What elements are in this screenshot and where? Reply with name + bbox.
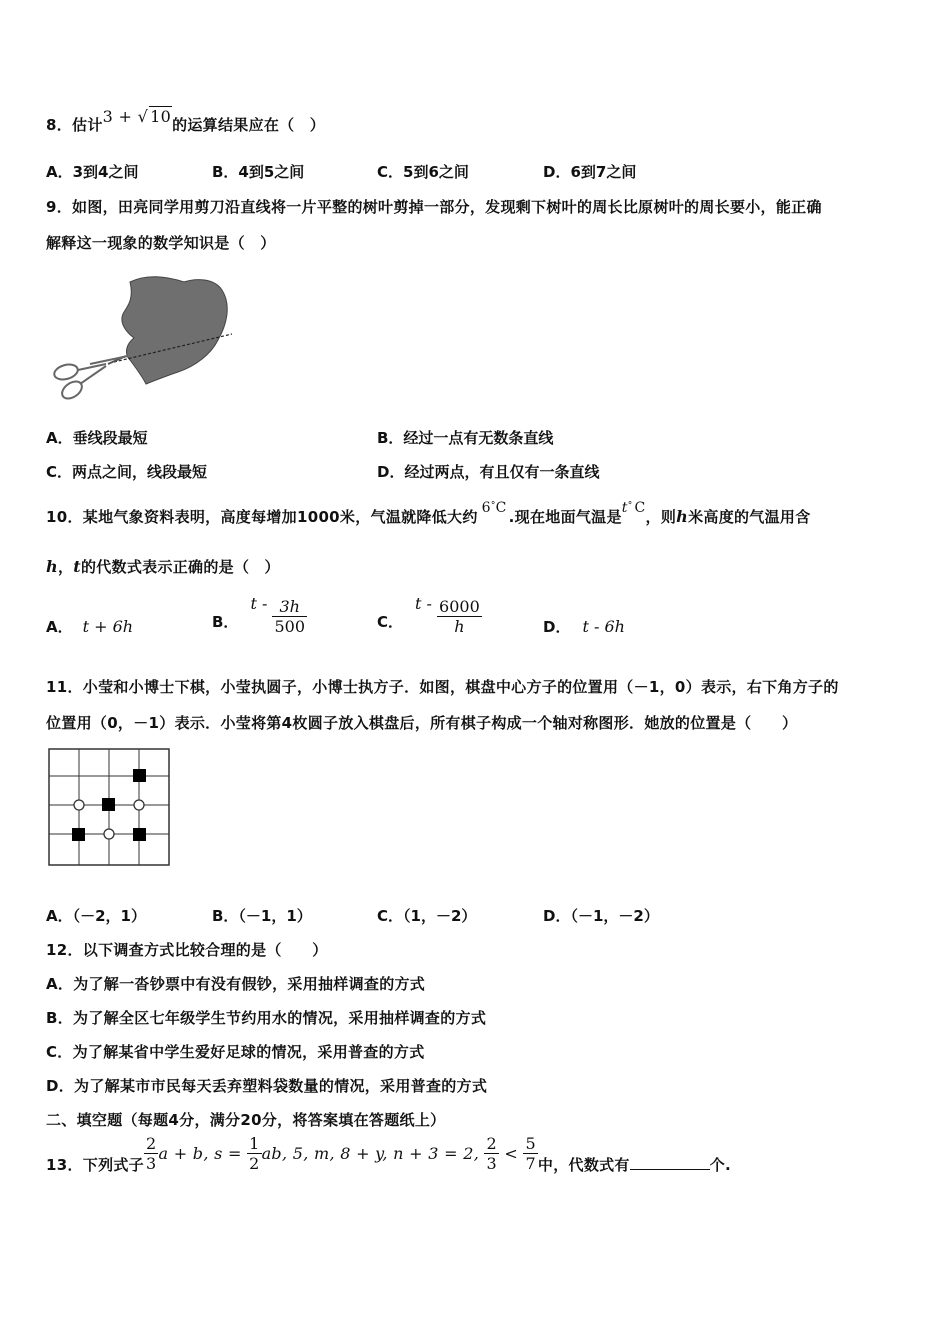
q8-expr-radicand: 10	[150, 107, 172, 126]
round-piece	[104, 829, 114, 839]
q12-option-b: B．为了解全区七年级学生节约用水的情况，采用抽样调查的方式	[46, 1009, 487, 1027]
q12-option-c: C．为了解某省中学生爱好足球的情况，采用普查的方式	[46, 1043, 425, 1061]
q11-option-d: D．（－1，－2）	[543, 907, 659, 925]
sqrt-icon: √	[137, 107, 149, 126]
q11-stem-line2: 位置用（0，－1）表示．小莹将第4枚圆子放入棋盘后，所有棋子构成一个轴对称图形．她放的位置是（ ）	[46, 714, 798, 732]
q11-option-c: C．（1，－2）	[377, 907, 477, 925]
chessboard-figure	[48, 748, 172, 868]
q9-option-a: A．垂线段最短	[46, 429, 148, 447]
q10-option-b: B．t - $\frac{3h}{500}$	[212, 594, 305, 636]
q8-expr-a: 3 +	[102, 107, 138, 126]
round-piece	[74, 800, 84, 810]
q9-stem-line1: 9．如图，田亮同学用剪刀沿直线将一片平整的树叶剪掉一部分，发现剩下树叶的周长比原树叶的周长要小，能正确	[46, 198, 822, 216]
q8-option-a: A．3到4之间	[46, 163, 139, 181]
square-piece	[133, 769, 146, 782]
q9-option-c: C．两点之间，线段最短	[46, 463, 208, 481]
q8-option-d: D．6到7之间	[543, 163, 637, 181]
square-piece	[133, 828, 146, 841]
q9-stem-line2: 解释这一现象的数学知识是（ ）	[46, 234, 276, 252]
leaf-scissors-figure	[46, 268, 236, 408]
q12-option-a: A．为了解一沓钞票中有没有假钞，采用抽样调查的方式	[46, 975, 426, 993]
q8-stem	[46, 107, 326, 135]
q8-option-b: B．4到5之间	[212, 163, 305, 181]
q8-suffix: 的运算结果应在（ ）	[172, 116, 326, 134]
q12-stem: 12．以下调查方式比较合理的是（ ）	[46, 941, 328, 959]
q11-option-a: A．（－2，1）	[46, 907, 146, 925]
q8-option-c: C．5到6之间	[377, 163, 469, 181]
q11-stem-line1: 11．小莹和小博士下棋，小莹执圆子，小博士执方子．如图，棋盘中心方子的位置用（－1，0）表示，右下角方子的	[46, 678, 839, 696]
q11-option-b: B．（－1，1）	[212, 907, 312, 925]
q9-option-b: B．经过一点有无数条直线	[377, 429, 554, 447]
round-piece	[134, 800, 144, 810]
square-piece	[102, 798, 115, 811]
q10-option-c: C．t - $\frac{6000}{h}$	[377, 594, 480, 636]
q10-stem-line2: h，t的代数式表示正确的是（ ）	[46, 557, 280, 576]
q13-stem: 13．下列式子 $\frac{2}{3}$ a + b, s = $\frac{1}{2}$ ab, 5, m, 8 + y, n + 3 = 2, $\frac{2}{3}$ < $\frac{5}{7}$ 中，代数式有 个.	[46, 1134, 732, 1174]
q9-option-d: D．经过两点，有且仅有一条直线	[377, 463, 600, 481]
section2-title: 二、填空题（每题4分，满分20分，将答案填在答题纸上）	[46, 1111, 446, 1129]
q10-option-d: D． t - 6h	[543, 617, 625, 636]
q12-option-d: D．为了解某市市民每天丢弃塑料袋数量的情况，采用普查的方式	[46, 1077, 488, 1095]
q10-stem-line1: 10．某地气象资料表明，高度每增加1000米，气温就降低大约 6°C .现在地面气温是t° C，则h米高度的气温用含	[46, 500, 811, 526]
q8-prefix: 8．估计	[46, 116, 103, 134]
q10-option-a: A． t + 6h	[46, 617, 134, 636]
square-piece	[72, 828, 85, 841]
q13-answer-blank[interactable]	[630, 1155, 710, 1170]
